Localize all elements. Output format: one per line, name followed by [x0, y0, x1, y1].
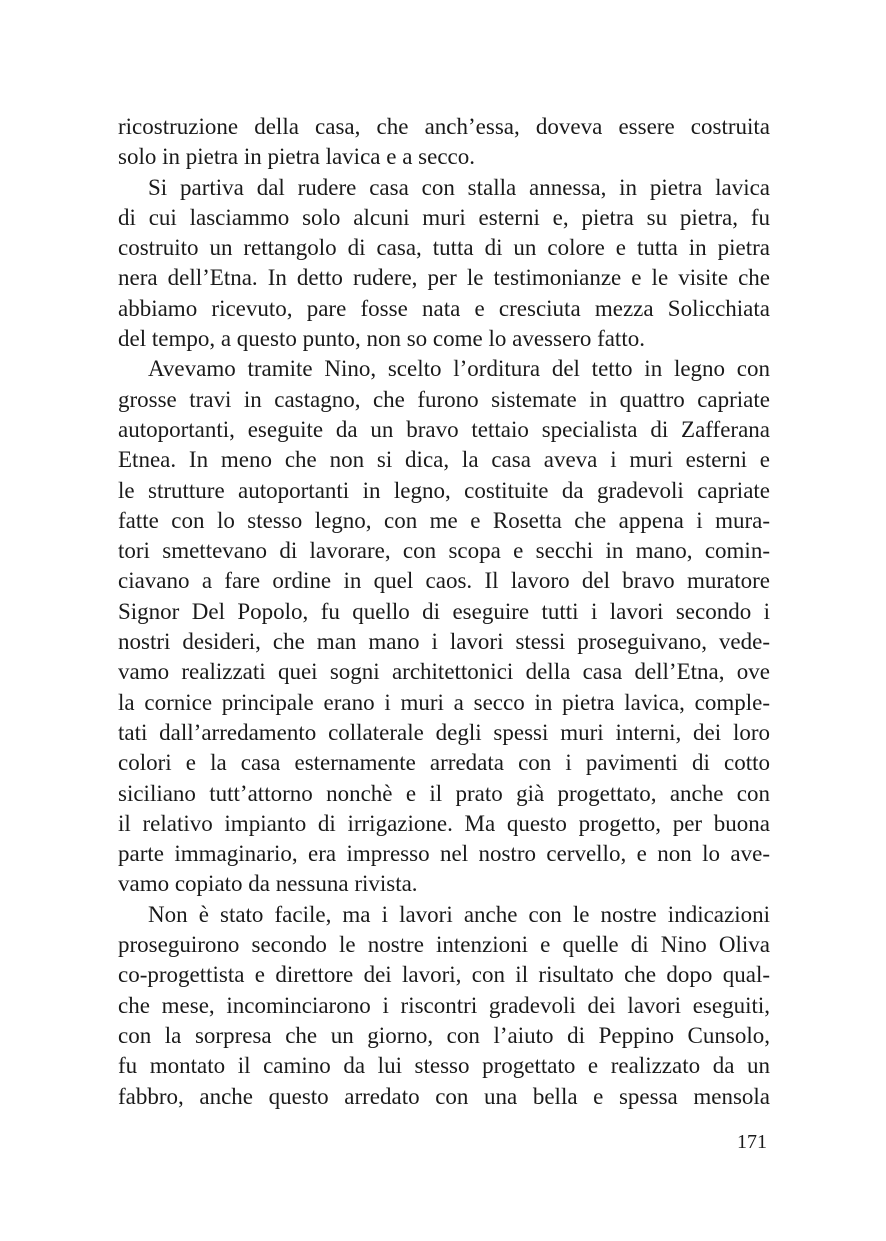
text-line: co-progettista e direttore dei lavori, con il risultato che dopo qual- [118, 962, 770, 988]
text-line: Non è stato facile, ma i lavori anche con le nostre indicazioni [148, 901, 770, 927]
text-line: costruito un rettangolo di casa, tutta di un colore e tutta in pietra [118, 235, 770, 261]
text-line: con la sorpresa che un giorno, con l’aiuto di Peppino Cunsolo, [118, 1022, 770, 1048]
text-line: vamo realizzati quei sogni architettonici della casa dell’Etna, ove [118, 659, 770, 685]
text-line: fu montato il camino da lui stesso progettato e realizzato da un [118, 1053, 770, 1079]
page-number: 171 [737, 1131, 767, 1153]
text-line: siciliano tutt’attorno nonchè e il prato già progettato, anche con [118, 780, 770, 806]
text-line: nostri desideri, che man mano i lavori stessi proseguivano, vede- [118, 629, 770, 655]
body-text [118, 112, 770, 1112]
text-line: colori e la casa esternamente arredata con i pavimenti di cotto [118, 750, 770, 776]
text-line: Etnea. In meno che non si dica, la casa aveva i muri esterni e [118, 447, 770, 473]
text-line: autoportanti, eseguite da un bravo tettaio specialista di Zafferana [118, 416, 770, 442]
text-line: la cornice principale erano i muri a secco in pietra lavica, comple- [118, 689, 770, 715]
text-line: di cui lasciammo solo alcuni muri esterni e, pietra su pietra, fu [118, 204, 770, 230]
text-line: solo in pietra in pietra lavica e a secco. [118, 144, 475, 170]
text-line: vamo copiato da nessuna rivista. [118, 871, 418, 897]
text-line: tati dall’arredamento collaterale degli spessi muri interni, dei loro [118, 719, 770, 745]
text-line: le strutture autoportanti in legno, costituite da gradevoli capriate [118, 477, 770, 503]
text-line: fatte con lo stesso legno, con me e Rosetta che appena i mura- [118, 507, 770, 533]
text-line: ricostruzione della casa, che anch’essa, doveva essere costruita [118, 114, 770, 139]
text-line: parte immaginario, era impresso nel nostro cervello, e non lo ave- [118, 841, 770, 867]
text-line: del tempo, a questo punto, non so come lo avessero fatto. [118, 326, 645, 352]
text-line: ciavano a fare ordine in quel caos. Il lavoro del bravo muratore [118, 568, 770, 594]
text-line: Si partiva dal rudere casa con stalla annessa, in pietra lavica [148, 174, 770, 200]
text-line: tori smettevano di lavorare, con scopa e secchi in mano, comin- [118, 538, 770, 564]
text-line: che mese, incominciarono i riscontri gradevoli dei lavori eseguiti, [118, 992, 770, 1018]
text-line: abbiamo ricevuto, pare fosse nata e cresciuta mezza Solicchiata [118, 295, 770, 321]
text-line: grosse travi in castagno, che furono sistemate in quattro capriate [118, 386, 770, 412]
text-line: Avevamo tramite Nino, scelto l’orditura del tetto in legno con [148, 356, 770, 382]
text-line: proseguirono secondo le nostre intenzioni e quelle di Nino Oliva [118, 932, 770, 958]
text-line: nera dell’Etna. In detto rudere, per le testimonianze e le visite che [118, 265, 770, 291]
text-line: il relativo impianto di irrigazione. Ma questo progetto, per buona [118, 810, 770, 836]
text-line: Signor Del Popolo, fu quello di eseguire tutti i lavori secondo i [118, 598, 770, 624]
text-line: fabbro, anche questo arredato con una bella e spessa mensola [118, 1083, 770, 1109]
